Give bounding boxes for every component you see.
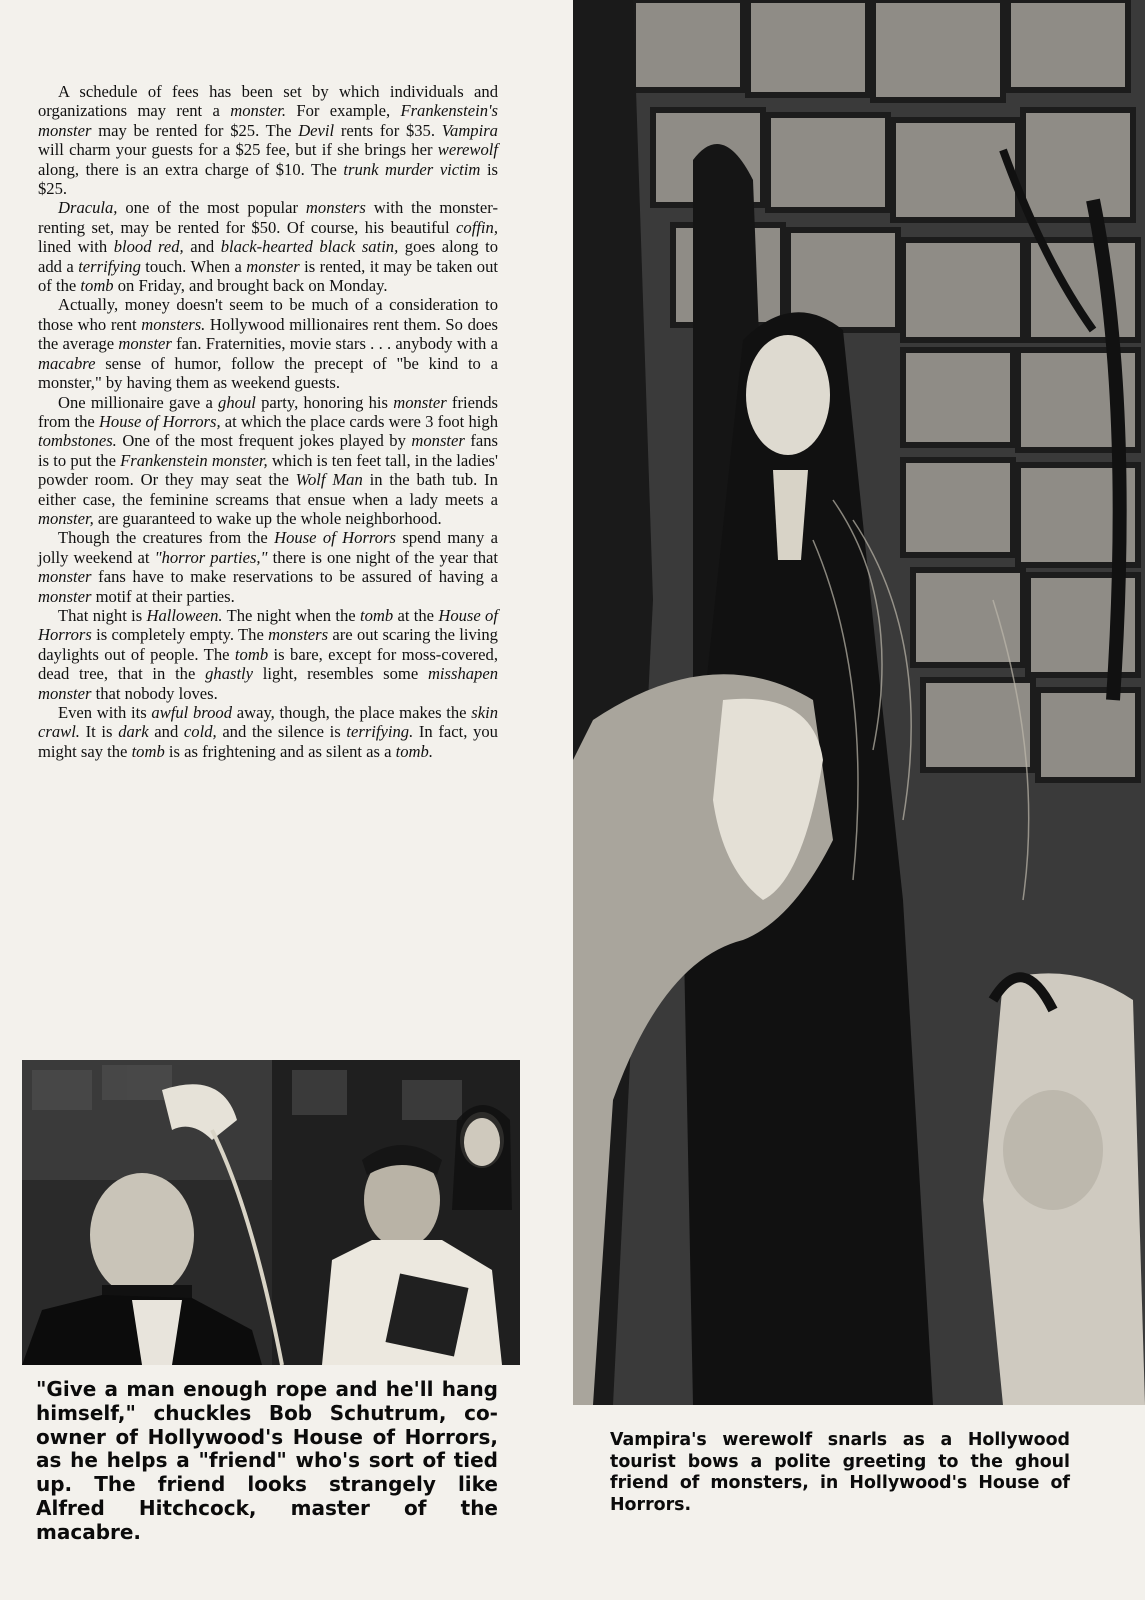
text-run: along, there is an extra charge of $10. The [38,159,344,179]
text-run: lined with [38,237,114,257]
italic-run: coffin, [456,217,498,237]
text-run: is bare, except for moss-covered, dead tree, that in the [38,644,498,684]
italic-run: tomb [131,741,165,761]
vampira-werewolf-photo-image [573,0,1145,1405]
article-paragraph [38,606,498,703]
italic-run: House of Horrors, [98,411,221,431]
italic-run: trunk murder victim [343,159,481,179]
italic-run: Wolf Man [295,470,363,490]
text-run: on Friday, and brought back on Monday. [113,276,388,296]
italic-run: terrifying. [346,722,414,742]
text-run: motif at their parties. [91,586,235,606]
article-paragraph [38,295,498,392]
left-photo-caption: "Give a man enough rope and he'll hang himself," chuckles Bob Schutrum, co-owner of Hollywood's House of Horrors, as he helps a "friend" who's sort of tied up. The friend looks strangely like Alfred Hitchcock, master of the macabre. [36,1377,498,1544]
italic-run: monster [118,334,172,354]
text-run: fans is to put the [38,431,498,470]
text-run: is as frightening and as silent as a [164,741,396,761]
italic-run: ghoul [218,392,256,412]
text-run: is rented, it may be taken out of the [38,256,498,296]
text-run: with the monster-renting set, may be rented for $50. Of course, his beautiful [38,198,499,237]
text-run: is $25. [38,159,499,199]
hitchcock-rope-photo [22,1060,520,1365]
italic-run: cold, [183,722,217,742]
text-run: Actually, money doesn't seem to be much of a consideration to those who rent [38,295,498,334]
text-run: friends from the [38,392,498,431]
italic-run: misshapen monster [38,664,498,703]
italic-run: werewolf [437,140,498,160]
text-run: and [183,237,221,257]
text-run: rents for $35. [334,120,442,140]
italic-run: blood red, [113,237,184,257]
text-run: fan. Fraternities, movie stars . . . anybody with a [171,334,498,354]
italic-run: monster [38,567,92,587]
italic-run: tomb [234,644,269,664]
text-run: One of the most frequent jokes played by [116,431,412,451]
italic-run: monster. [230,101,286,121]
text-run: will charm your guests for a $25 fee, but if she brings her [38,140,438,160]
hitchcock-rope-photo-image [22,1060,520,1365]
italic-run: Halloween. [146,605,223,625]
italic-run: tomb [359,605,394,625]
italic-run: monster [38,586,92,606]
text-run: are out scaring the living daylights out of people. The [38,625,498,664]
text-run: A schedule of fees has been set by which individuals and organizations may rent a [38,82,498,121]
text-run: which is ten feet tall, in the ladies' powder room. Or they may seat the [38,450,499,490]
italic-run: Frankenstein's monster [38,101,499,140]
italic-run: ghastly [205,664,254,684]
text-run: spend many a jolly weekend at [38,528,498,567]
italic-run: dark [118,722,149,742]
text-run: one of the most popular [117,198,306,218]
text-run: and [148,722,184,742]
text-run: sense of humor, follow the precept of "be kind to a monster," by having them as weekend guests. [38,353,498,393]
text-run: Even with its [58,703,152,722]
article-paragraph [38,528,498,606]
text-run: For example, [286,101,401,121]
italic-run: awful brood [151,703,233,722]
italic-run: macabre [38,353,96,373]
italic-run: monster [246,256,300,276]
text-run: It is [79,722,119,742]
italic-run: satin, [361,237,399,257]
italic-run: tombstones. [38,431,117,451]
text-run: party, honoring his [255,392,394,412]
italic-run: monster [411,431,465,451]
text-run: that nobody loves. [91,683,218,703]
italic-run: tomb. [395,741,433,761]
italic-run: House of Horrors [274,528,396,548]
text-run: is completely empty. The [91,625,269,645]
italic-run: terrifying [78,256,141,276]
italic-run: House of Horrors [38,605,498,645]
article-paragraph [38,82,498,198]
text-run: The night when the [222,605,360,625]
italic-run: Vampira [441,120,498,140]
article-body [38,82,498,761]
text-run: may be rented for $25. The [91,120,299,140]
text-run: One millionaire gave a [58,392,219,412]
italic-run: tomb [80,276,114,296]
article-paragraph [38,198,498,295]
text-run: Hollywood millionaires rent them. So does the average [38,314,498,354]
italic-run: monster [393,392,447,412]
text-run: goes along to add a [38,237,498,276]
article-paragraph [38,703,498,761]
italic-run: monsters [305,198,366,218]
text-run: touch. When a [140,256,247,276]
italic-run: monsters. [141,314,206,334]
right-photo-caption: Vampira's werewolf snarls as a Hollywood tourist bows a polite greeting to the ghoul friend of monsters, in Hollywood's House of Horrors. [610,1430,1070,1515]
text-run: and the silence is [216,722,347,742]
italic-run: black-hearted black [220,237,356,257]
italic-run: Devil [298,120,335,140]
italic-run: monster, [38,508,94,528]
italic-run: "horror parties," [154,547,268,567]
text-run: there is one night of the year that [267,547,498,567]
italic-run: skin crawl. [38,703,498,742]
text-run: in the bath tub. In either case, the feminine screams that ensue when a lady meets a [38,470,498,509]
vampira-werewolf-photo [573,0,1145,1405]
text-run: away, though, the place makes the [232,703,472,722]
article-paragraph [38,393,498,529]
text-run: at which the place cards were 3 foot high [220,411,498,431]
text-run: are guaranteed to wake up the whole neighborhood. [93,508,442,528]
text-run: light, resembles some [253,664,428,684]
text-run: at the [393,605,439,625]
text-run: In fact, you might say the [38,722,498,761]
text-run: Though the creatures from the [58,528,275,548]
text-run: fans have to make reservations to be assured of having a [91,567,498,587]
italic-run: monsters [268,625,329,645]
text-run: That night is [58,605,147,625]
italic-run: Dracula, [58,198,118,218]
italic-run: Frankenstein monster, [120,450,268,470]
